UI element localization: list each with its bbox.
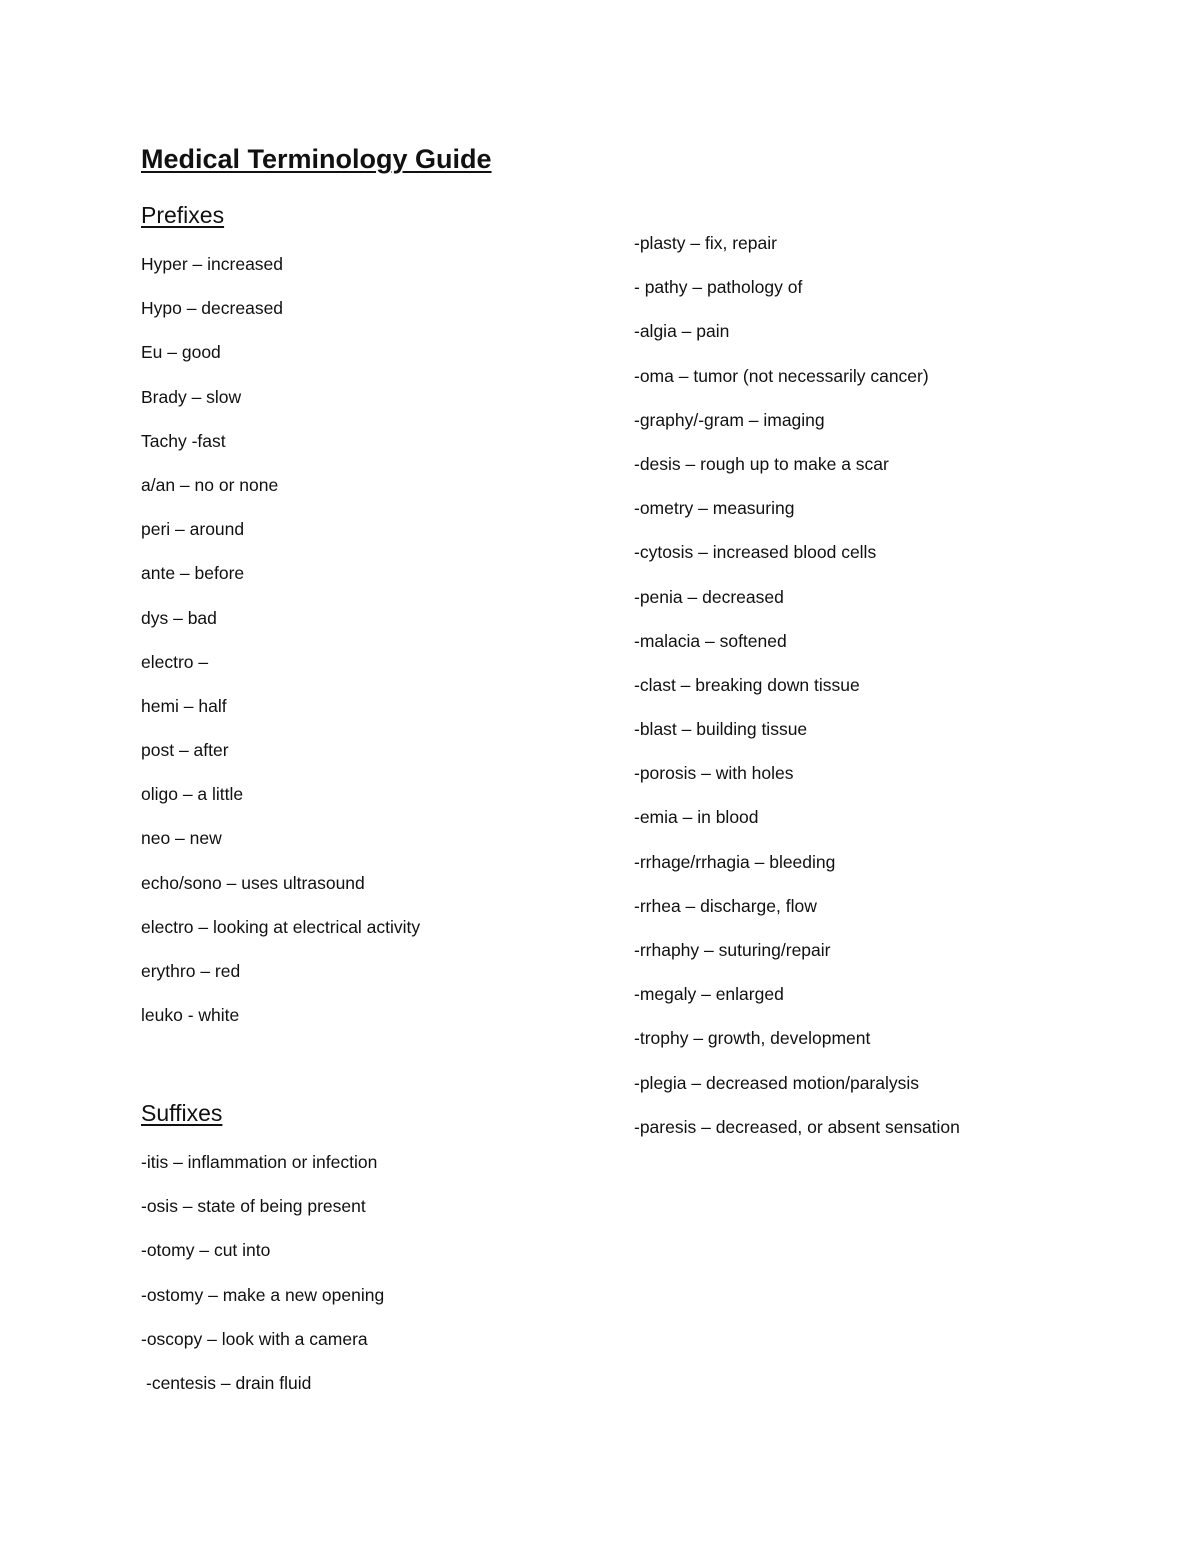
prefix-item: hemi – half (141, 695, 227, 716)
suffix-item: -algia – pain (634, 321, 730, 342)
prefix-item: echo/sono – uses ultrasound (141, 872, 365, 893)
prefix-item: ante – before (141, 563, 245, 584)
suffix-item: -ostomy – make a new opening (141, 1284, 385, 1305)
suffix-item: -blast – building tissue (634, 719, 808, 740)
suffix-item: -cytosis – increased blood cells (634, 542, 877, 563)
prefix-item: electro – (141, 651, 209, 672)
suffix-item: -clast – breaking down tissue (634, 674, 860, 695)
suffix-item: -rrhaphy – suturing/repair (634, 940, 831, 960)
prefix-item: Brady – slow (141, 386, 242, 407)
suffix-item: -centesis – drain fluid (146, 1372, 312, 1393)
suffix-item: -penia – decreased (634, 586, 784, 607)
suffix-item: -graphy/-gram – imaging (634, 409, 825, 430)
prefix-item: erythro – red (141, 961, 241, 981)
prefix-item: dys – bad (141, 607, 217, 628)
page-title: Medical Terminology Guide (141, 144, 492, 174)
suffix-list (141, 1152, 384, 1417)
suffix-item: -emia – in blood (634, 807, 759, 828)
suffix-item: -otomy – cut into (141, 1240, 271, 1261)
suffix-list-continued (634, 233, 960, 1161)
suffix-item: -itis – inflammation or infection (141, 1152, 378, 1172)
prefix-item: peri – around (141, 519, 245, 540)
suffix-item: -plasty – fix, repair (634, 233, 777, 253)
prefix-item: Eu – good (141, 342, 221, 363)
prefix-item: post – after (141, 740, 229, 761)
prefix-item: a/an – no or none (141, 474, 279, 495)
suffix-item: -oscopy – look with a camera (141, 1328, 368, 1349)
prefix-item: neo – new (141, 828, 222, 849)
suffix-item: -osis – state of being present (141, 1196, 366, 1217)
suffix-item: -malacia – softened (634, 630, 787, 651)
suffix-item: -oma – tumor (not necessarily cancer) (634, 365, 929, 386)
prefix-item: leuko - white (141, 1005, 240, 1026)
prefix-item: Hypo – decreased (141, 298, 284, 319)
prefix-list (141, 254, 420, 1049)
prefix-item: Tachy -fast (141, 430, 226, 451)
suffix-item: -ometry – measuring (634, 498, 795, 519)
suffix-item: -rrhage/rrhagia – bleeding (634, 851, 836, 872)
suffix-item: -trophy – growth, development (634, 1028, 871, 1049)
suffix-item: -megaly – enlarged (634, 984, 784, 1005)
suffix-item: -plegia – decreased motion/paralysis (634, 1072, 920, 1093)
suffix-item: -porosis – with holes (634, 763, 794, 784)
suffix-item: -desis – rough up to make a scar (634, 453, 889, 474)
prefix-item: oligo – a little (141, 784, 244, 805)
prefix-item: electro – looking at electrical activity (141, 916, 421, 937)
suffix-item: - pathy – pathology of (634, 277, 803, 298)
suffix-item: -rrhea – discharge, flow (634, 895, 817, 916)
suffix-item: -paresis – decreased, or absent sensation (634, 1116, 960, 1137)
prefix-item: Hyper – increased (141, 254, 284, 274)
suffixes-heading: Suffixes (141, 1100, 223, 1126)
prefixes-heading: Prefixes (141, 202, 225, 228)
